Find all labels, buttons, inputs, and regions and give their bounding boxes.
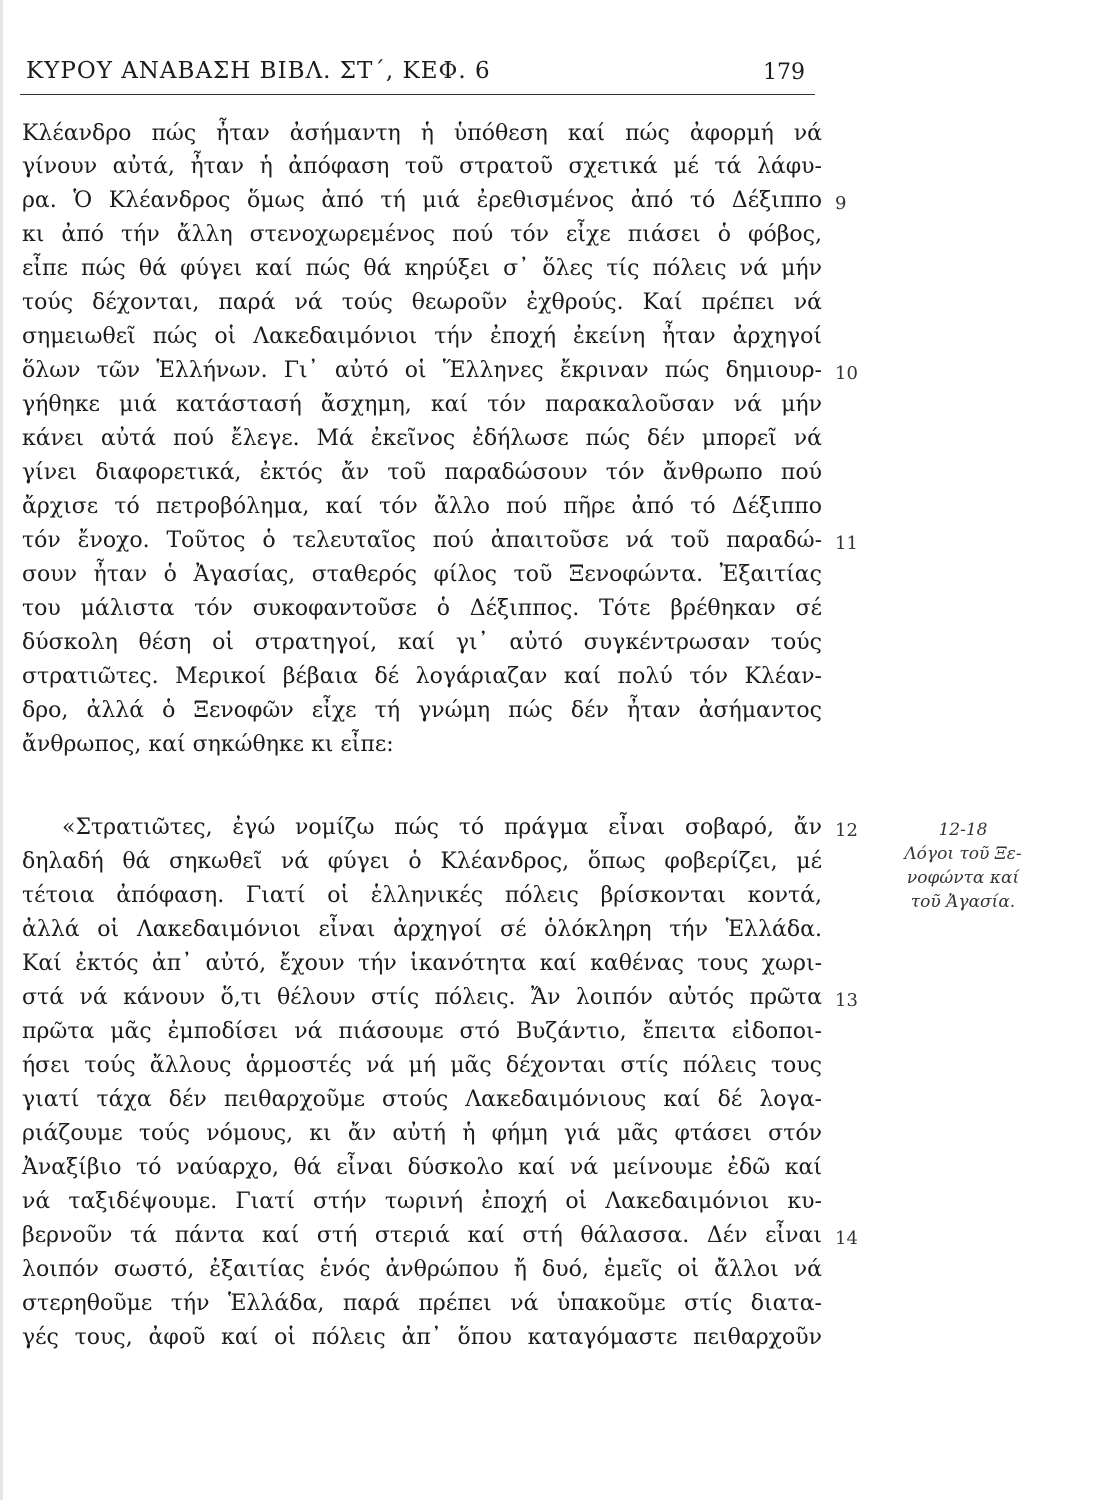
section-number: 11: [835, 533, 858, 554]
page-binding-edge: [0, 0, 3, 1500]
text-line: βερνοῦν τά πάντα καί στή στεριά καί στή θάλασσα. Δέν εἶναι: [22, 1223, 822, 1248]
text-line: ὅλων τῶν Ἑλλήνων. Γι᾽ αὐτό οἱ Ἕλληνες ἔκριναν πώς δημιουρ-: [22, 358, 822, 383]
text-line: γίνει διαφορετικά, ἐκτός ἄν τοῦ παραδώσουν τόν ἄνθρωπο πού: [22, 460, 822, 485]
side-note-line: Λόγοι τοῦ Ξε-: [904, 844, 1022, 864]
text-line: γιατί τάχα δέν πειθαρχοῦμε στούς Λακεδαιμόνιους καί δέ λογα-: [22, 1087, 822, 1112]
text-line: σουν ἦταν ὁ Ἀγασίας, σταθερός φίλος τοῦ Ξενοφώντα. Ἐξαιτίας: [22, 562, 822, 587]
section-number: 10: [835, 363, 858, 384]
text-line: Ἀναξίβιο τό ναύαρχο, θά εἶναι δύσκολο καί νά μείνουμε ἐδῶ καί: [22, 1155, 822, 1180]
text-line: στά νά κάνουν ὅ,τι θέλουν στίς πόλεις. Ἄν λοιπόν αὐτός πρῶτα: [22, 985, 822, 1010]
side-note: [868, 818, 1058, 914]
text-line: γές τους, ἀφοῦ καί οἱ πόλεις ἀπ᾽ ὅπου καταγόμαστε πειθαρχοῦν: [22, 1325, 822, 1350]
header-title: ΚΥΡΟΥ ΑΝΑΒΑΣΗ ΒΙΒΛ. ΣΤ΄, ΚΕΦ. 6: [26, 58, 491, 84]
text-line: του μάλιστα τόν συκοφαντοῦσε ὁ Δέξιππος. Τότε βρέθηκαν σέ: [22, 596, 822, 621]
text-line: «Στρατιῶτες, ἐγώ νομίζω πώς τό πράγμα εἶναι σοβαρό, ἄν: [62, 815, 822, 840]
text-line: ήσει τούς ἄλλους ἁρμοστές νά μή μᾶς δέχονται στίς πόλεις τους: [22, 1053, 822, 1078]
text-line: γίνουν αὐτά, ἦταν ἡ ἀπόφαση τοῦ στρατοῦ σχετικά μέ τά λάφυ-: [22, 154, 822, 179]
text-line: γήθηκε μιά κατάστασή ἄσχημη, καί τόν παρακαλοῦσαν νά μήν: [22, 392, 822, 417]
section-number: 14: [835, 1228, 858, 1249]
text-line: ἄνθρωπος, καί σηκώθηκε κι εἶπε:: [22, 732, 394, 757]
text-line: ἄρχισε τό πετροβόλημα, καί τόν ἄλλο πού πῆρε ἀπό τό Δέξιππο: [22, 494, 822, 519]
running-header: [20, 54, 815, 95]
side-note-range: 12-18: [938, 820, 988, 840]
text-line: τέτοια ἀπόφαση. Γιατί οἱ ἑλληνικές πόλεις βρίσκονται κοντά,: [22, 883, 822, 908]
text-line: σημειωθεῖ πώς οἱ Λακεδαιμόνιοι τήν ἐποχή ἐκείνη ἦταν ἀρχηγοί: [22, 324, 822, 349]
text-line: δηλαδή θά σηκωθεῖ νά φύγει ὁ Κλέανδρος, ὅπως φοβερίζει, μέ: [22, 849, 822, 874]
text-line: δύσκολη θέση οἱ στρατηγοί, καί γι᾽ αὐτό συγκέντρωσαν τούς: [22, 630, 822, 655]
text-line: στερηθοῦμε τήν Ἑλλάδα, παρά πρέπει νά ὑπακοῦμε στίς διατα-: [22, 1291, 822, 1316]
page-number: 179: [763, 60, 805, 85]
text-line: ριάζουμε τούς νόμους, κι ἄν αὐτή ἡ φήμη γιά μᾶς φτάσει στόν: [22, 1121, 822, 1146]
text-line: λοιπόν σωστό, ἐξαιτίας ἑνός ἀνθρώπου ἤ δυό, ἐμεῖς οἱ ἄλλοι νά: [22, 1257, 822, 1282]
side-note-line: νοφώντα καί: [906, 868, 1020, 888]
text-line: ρα. Ὁ Κλέανδρος ὅμως ἀπό τή μιά ἐρεθισμένος ἀπό τό Δέξιππο: [22, 188, 822, 213]
section-number: 13: [835, 990, 858, 1011]
section-number: 12: [835, 820, 858, 841]
text-line: κάνει αὐτά πού ἔλεγε. Μά ἐκεῖνος ἐδήλωσε πώς δέν μπορεῖ νά: [22, 426, 822, 451]
side-note-line: τοῦ Ἀγασία.: [910, 892, 1016, 912]
text-line: εἶπε πώς θά φύγει καί πώς θά κηρύξει σ᾽ ὅλες τίς πόλεις νά μήν: [22, 256, 822, 281]
text-line: κι ἀπό τήν ἄλλη στενοχωρεμένος πού τόν εἶχε πιάσει ὁ φόβος,: [22, 222, 822, 247]
text-line: τόν ἔνοχο. Τοῦτος ὁ τελευταῖος πού ἀπαιτοῦσε νά τοῦ παραδώ-: [22, 528, 822, 553]
section-number: 9: [835, 193, 847, 214]
text-line: Κλέανδρο πώς ἦταν ἀσήμαντη ἡ ὑπόθεση καί πώς ἀφορμή νά: [22, 121, 822, 146]
text-line: δρο, ἀλλά ὁ Ξενοφῶν εἶχε τή γνώμη πώς δέν ἦταν ἀσήμαντος: [22, 698, 822, 723]
text-line: νά ταξιδέψουμε. Γιατί στήν τωρινή ἐποχή οἱ Λακεδαιμόνιοι κυ-: [22, 1189, 822, 1214]
text-line: στρατιῶτες. Μερικοί βέβαια δέ λογάριαζαν καί πολύ τόν Κλέαν-: [22, 664, 822, 689]
text-line: πρῶτα μᾶς ἐμποδίσει νά πιάσουμε στό Βυζάντιο, ἔπειτα εἰδοποι-: [22, 1019, 822, 1044]
text-line: ἀλλά οἱ Λακεδαιμόνιοι εἶναι ἀρχηγοί σέ ὁλόκληρη τήν Ἑλλάδα.: [22, 917, 822, 942]
text-line: Καί ἐκτός ἀπ᾽ αὐτό, ἔχουν τήν ἱκανότητα καί καθένας τους χωρι-: [22, 951, 822, 976]
text-line: τούς δέχονται, παρά νά τούς θεωροῦν ἐχθρούς. Καί πρέπει νά: [22, 290, 822, 315]
